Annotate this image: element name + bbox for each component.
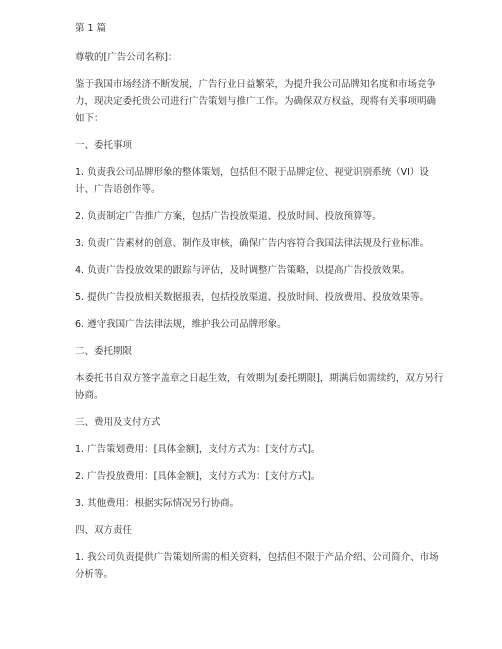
document-body [75, 20, 445, 593]
heading-fees: 三、费用及支付方式 [75, 417, 161, 428]
fee-item-3: 3. 其他费用：根据实际情况另行协商。 [75, 498, 240, 509]
fee-item-1: 1. 广告策划费用：[具体金额]，支付方式为：[支付方式]。 [75, 444, 321, 455]
matter-item-5: 5. 提供广告投放相关数据报表，包括投放渠道、投放时间、投放费用、投放效果等。 [75, 292, 430, 303]
heading-term: 二、委托期限 [75, 346, 133, 357]
heading-responsibilities: 四、双方责任 [75, 525, 133, 536]
responsibility-item-1: 1. 我公司负责提供广告策划所需的相关资料，包括但不限于产品介绍、公司简介、市场分析等。 [75, 552, 439, 580]
matter-item-6: 6. 遵守我国广告法律法规，维护我公司品牌形象。 [75, 319, 287, 330]
matter-item-2: 2. 负责制定广告推广方案，包括广告投放渠道、投放时间、投放预算等。 [75, 211, 382, 222]
matter-item-4: 4. 负责广告投放效果的跟踪与评估，及时调整广告策略，以提高广告投放效果。 [75, 265, 411, 276]
matter-item-1: 1. 负责我公司品牌形象的整体策划，包括但不限于品牌定位、视觉识别系统（VI）设计、广告语创作等。 [75, 167, 429, 195]
intro-paragraph: 鉴于我国市场经济不断发展，广告行业日益繁荣，为提升我公司品牌知名度和市场竞争力，现决定委托贵公司进行广告策划与推广工作。为确保双方权益，现将有关事项明确如下： [75, 79, 437, 124]
heading-entrusted-matters: 一、委托事项 [75, 140, 133, 151]
fee-item-2: 2. 广告投放费用：[具体金额]，支付方式为：[支付方式]。 [75, 471, 321, 482]
matter-item-3: 3. 负责广告素材的创意、制作及审核，确保广告内容符合我国法律法规及行业标准。 [75, 238, 430, 249]
section-number: 第 1 篇 [75, 23, 107, 34]
salutation: 尊敬的[广告公司名称]： [75, 52, 178, 63]
term-paragraph: 本委托书自双方签字盖章之日起生效，有效期为[委托期限]，期满后如需续约，双方另行协商。 [75, 373, 444, 401]
